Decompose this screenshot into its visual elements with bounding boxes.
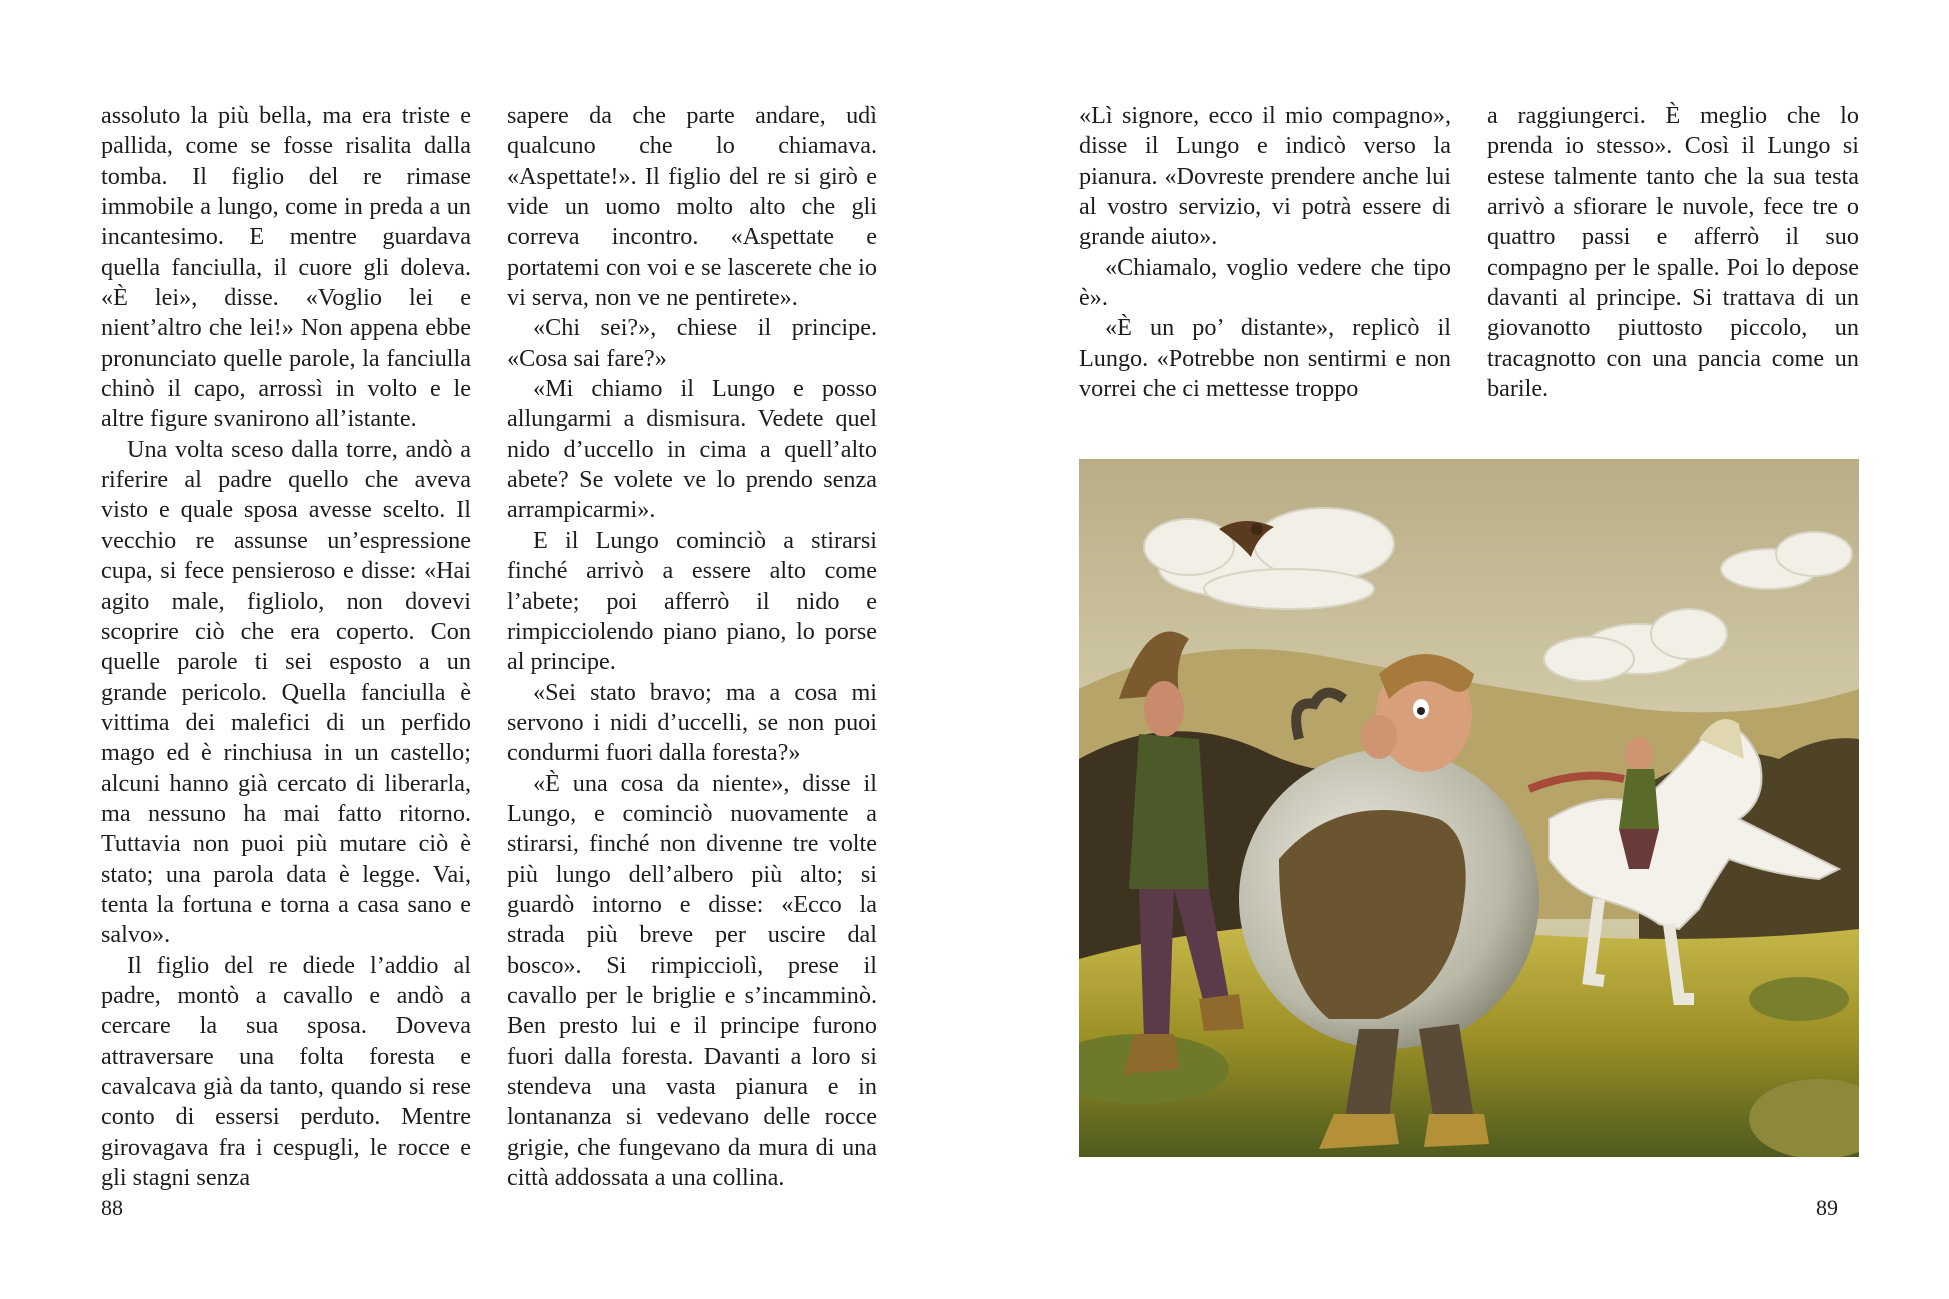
left-column-2 (507, 101, 877, 1193)
paragraph: a raggiungerci. È meglio che lo prenda io stesso». Così il Lungo si estese talmente tanto che la sua testa arrivò a sfiorare le nuvole, fece tre o quattro passi e afferrò il suo compagno per le spalle. Poi lo depose davanti al principe. Si trattava di un giovanotto piuttosto piccolo, un tracagnotto con una pancia come un barile. (1487, 102, 1859, 403)
left-column-1 (101, 101, 471, 1193)
right-column-2 (1487, 101, 1859, 404)
paragraph: «Sei stato bravo; ma a cosa mi servono i nidi d’uccelli, se non puoi condurmi fuori dalla foresta?» (507, 678, 877, 767)
paragraph: sapere da che parte andare, udì qualcuno che lo chiamava. «Aspettate!». Il figlio del re si girò e vide un uomo molto alto che gli correva incontro. «Aspettate e portatemi con voi e se lascerete che io vi serva, non ve ne pentirete». (507, 102, 877, 312)
paragraph: «Mi chiamo il Lungo e posso allungarmi a dismisura. Vedete quel nido d’uccello in cima a quell’alto abete? Se volete ve lo prendo senza arrampicarmi». (507, 375, 877, 524)
paragraph: «È una cosa da niente», disse il Lungo, e cominciò nuovamente a stirarsi, finché non divenne tre volte più lungo dell’albero più alto; si guardò intorno e disse: «Ecco la strada più breve per uscire dal bosco». Si rimpicciolì, prese il cavallo per le briglie e s’incamminò. Ben presto lui e il principe furono fuori dalla foresta. Davanti a loro si stendeva una vasta pianura e in lontananza si vedevano delle rocce grigie, che fungevano da mura di una città addossata a una collina. (507, 769, 877, 1192)
page-number-left: 88 (101, 1195, 123, 1220)
illustration-painting (1079, 459, 1859, 1157)
paragraph: E il Lungo cominciò a stirarsi finché arrivò a essere alto come l’abete; poi afferrò il nido e rimpicciolendo piano piano, lo porse al principe. (507, 526, 877, 676)
right-page (975, 0, 1949, 1299)
left-page (0, 0, 974, 1299)
paragraph: Il figlio del re diede l’addio al padre, montò a cavallo e andò a cercare la sua sposa. Doveva attraversare una folta foresta e cavalcava già da tanto, quando si rese conto di essersi perduto. Mentre girovagava fra i cespugli, le rocce e gli stagni senza (101, 951, 471, 1192)
story-illustration (1079, 459, 1859, 1157)
paragraph: «Chi sei?», chiese il principe. «Cosa sai fare?» (507, 314, 877, 372)
page-number-right: 89 (1816, 1195, 1838, 1220)
paragraph: Una volta sceso dalla torre, andò a riferire al padre quello che aveva visto e quale sposa avesse scelto. Il vecchio re assunse un’espressione cupa, si fece pensieroso e disse: «Hai agito male, figliolo, non dovevi scoprire ciò che era coperto. Con quelle parole ti sei esposto a un grande pericolo. Quella fanciulla è vittima dei malefici di un perfido mago ed è rinchiusa in un castello; alcuni hanno già cercato di liberarla, ma nessuno ha mai fatto ritorno. Tuttavia non puoi più mutare ciò è stato; una parola data è legge. Vai, tenta la fortuna e torna a casa sano e salvo». (101, 435, 471, 949)
bush (1749, 977, 1849, 1021)
paragraph: «Lì signore, ecco il mio compagno», disse il Lungo e indicò verso la pianura. «Dovreste prendere anche lui al vostro servizio, vi potrà essere di grande aiuto». (1079, 102, 1451, 251)
paragraph: «Chiamalo, voglio vedere che tipo è». (1079, 253, 1451, 312)
paragraph: «È un po’ distante», replicò il Lungo. «Potrebbe non sentirmi e non vorrei che ci mettesse troppo (1079, 314, 1451, 403)
right-column-1 (1079, 101, 1451, 404)
paragraph: assoluto la più bella, ma era triste e pallida, come se fosse risalita dalla tomba. Il figlio del re rimase immobile a lungo, come in preda a un incantesimo. E mentre guardava quella fanciulla, il cuore gli doleva. «È lei», disse. «Voglio lei e nient’altro che lei!» Non appena ebbe pronunciato quelle parole, la fanciulla chinò il capo, arrossì in volto e le altre figure svanirono all’istante. (101, 102, 471, 433)
